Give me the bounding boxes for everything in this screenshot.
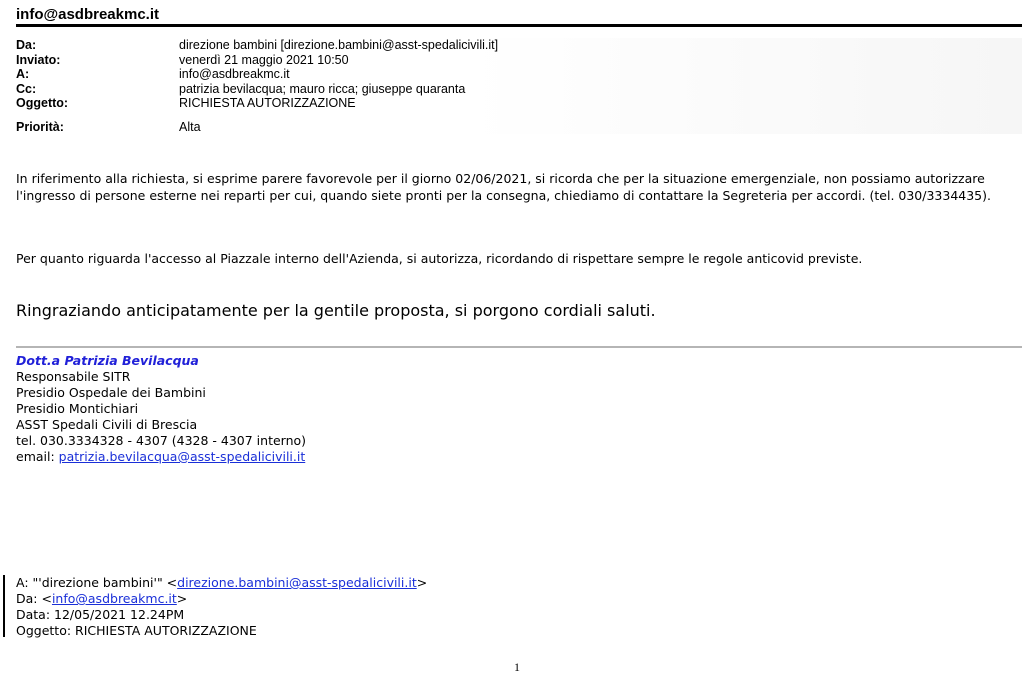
page-number: 1 (514, 660, 520, 674)
quoted-date: Data: 12/05/2021 12.24PM (16, 607, 185, 622)
header-from-row (16, 38, 1022, 53)
quote-bar (3, 575, 5, 637)
email-headers (16, 38, 1022, 134)
signature-line-3: ASST Spedali Civili di Brescia (16, 417, 198, 432)
mailbox-title: info@asdbreakmc.it (16, 6, 159, 23)
quoted-from-suffix: > (176, 591, 188, 606)
from-label: Da: (16, 38, 37, 52)
signature-email-link[interactable]: patrizia.bevilacqua@asst-spedalicivili.it (58, 449, 306, 464)
priority-label: Priorità: (16, 119, 64, 134)
sent-value: venerdì 21 maggio 2021 10:50 (179, 52, 349, 67)
subject-label: Oggetto: (16, 96, 69, 110)
to-label: A: (16, 67, 30, 81)
signature-email-row (16, 449, 306, 465)
body-paragraph-3: Ringraziando anticipatamente per la gentile proposta, si porgono cordiali saluti. (16, 301, 656, 320)
signature-phone: tel. 030.3334328 - 4307 (4328 - 4307 interno) (16, 433, 307, 448)
body-paragraph-2: Per quanto riguarda l'accesso al Piazzale interno dell'Azienda, si autorizza, ricordando di rispettare sempre le regole anticovid previste. (16, 251, 863, 266)
header-priority-row (16, 120, 1022, 135)
signature-name: Dott.a Patrizia Bevilacqua (16, 353, 199, 368)
to-value: info@asdbreakmc.it (179, 67, 290, 81)
quoted-to-suffix: > (416, 575, 428, 590)
quoted-to-row (16, 575, 427, 591)
signature-divider (16, 346, 1022, 348)
quoted-from-prefix: Da: < (16, 591, 52, 606)
signature-email-prefix: email: (16, 449, 59, 464)
body-paragraph-1: In riferimento alla richiesta, si esprime parere favorevole per il giorno 02/06/2021, si ricorda che per la situazione emergenziale, non possiamo autorizzare l'ingresso di persone esterne nei reparti per cui, quando siete pronti per la consegna, chiediamo di contattare la Segreteria per accordi. (tel. 030/3334435). (16, 171, 991, 203)
signature-line-2: Presidio Montichiari (16, 401, 139, 416)
header-cc-row (16, 82, 1022, 97)
priority-value: Alta (179, 119, 201, 134)
sent-label: Inviato: (16, 52, 61, 67)
signature-line-1: Presidio Ospedale dei Bambini (16, 385, 206, 400)
cc-value: patrizia bevilacqua; mauro ricca; giuseppe quaranta (179, 81, 466, 96)
quoted-to-email-link[interactable]: direzione.bambini@asst-spedalicivili.it (177, 575, 417, 590)
quoted-message (16, 575, 427, 639)
header-sent-row (16, 53, 1022, 68)
signature-block (16, 353, 306, 465)
header-subject-row (16, 96, 1022, 111)
header-spacer (16, 111, 1022, 120)
quoted-from-row (16, 591, 427, 607)
quoted-to-prefix: A: "'direzione bambini'" < (16, 575, 178, 590)
quoted-from-email-link[interactable]: info@asdbreakmc.it (51, 591, 177, 606)
from-value: direzione bambini [direzione.bambini@asst-spedalicivili.it] (179, 38, 499, 52)
quoted-subject: Oggetto: RICHIESTA AUTORIZZAZIONE (16, 623, 257, 638)
subject-value: RICHIESTA AUTORIZZAZIONE (179, 96, 356, 110)
cc-label: Cc: (16, 81, 37, 96)
header-divider (16, 24, 1022, 27)
header-to-row (16, 67, 1022, 82)
signature-role: Responsabile SITR (16, 369, 131, 384)
